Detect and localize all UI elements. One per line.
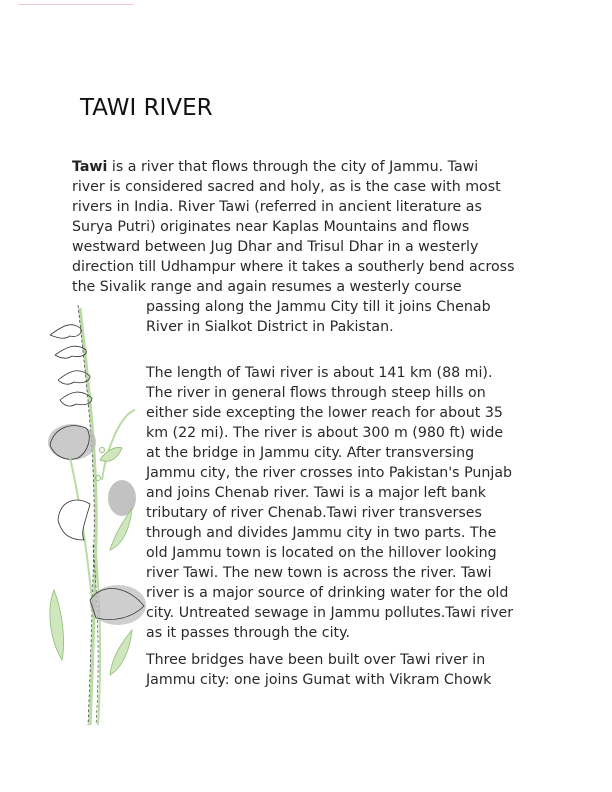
paragraph-line: rivers in India. River Tawi (referred in ancient literature as (72, 199, 482, 215)
paragraph-line: Tawi is a river that flows through the city of Jammu. Tawi (72, 159, 479, 175)
top-decorative-rule (18, 4, 133, 5)
paragraph-line: River in Sialkot District in Pakistan. (146, 319, 394, 335)
paragraph-line: tributary of river Chenab.Tawi river transverses (146, 505, 482, 521)
paragraph-line: Jammu city: one joins Gumat with Vikram Chowk (146, 672, 492, 688)
paragraph-line: river Tawi. The new town is across the river. Tawi (146, 565, 492, 581)
paragraph-line: direction till Udhampur where it takes a southerly bend across (72, 259, 515, 275)
page-title: TAWI RIVER (80, 95, 213, 121)
paragraph-line: The river in general flows through steep hills on (146, 385, 486, 401)
paragraph-bridges (146, 650, 491, 690)
paragraph-line: old Jammu town is located on the hillover looking (146, 545, 497, 561)
paragraph-line: either side excepting the lower reach for about 35 (146, 405, 503, 421)
paragraph-line: river is a major source of drinking water for the old (146, 585, 509, 601)
flower-illustration-icon (40, 300, 150, 730)
paragraph-line: westward between Jug Dhar and Trisul Dhar in a westerly (72, 239, 479, 255)
paragraph-line: river is considered sacred and holy, as is the case with most (72, 179, 501, 195)
paragraph-line: city. Untreated sewage in Jammu pollutes.Tawi river (146, 605, 514, 621)
paragraph-line: and joins Chenab river. Tawi is a major left bank (146, 485, 486, 501)
paragraph-line: at the bridge in Jammu city. After transversing (146, 445, 475, 461)
paragraph-intro (72, 157, 514, 297)
paragraph-line: the Sivalik range and again resumes a westerly course (72, 279, 462, 295)
bold-lead: Tawi (72, 159, 108, 175)
paragraph-line: Jammu city, the river crosses into Pakistan's Punjab (146, 465, 513, 481)
paragraph-line: km (22 mi). The river is about 300 m (980 ft) wide (146, 425, 504, 441)
paragraph-length (146, 363, 513, 643)
paragraph-line: through and divides Jammu city in two parts. The (146, 525, 497, 541)
paragraph-line: The length of Tawi river is about 141 km (88 mi). (146, 365, 493, 381)
paragraph-line: Surya Putri) originates near Kaplas Mountains and flows (72, 219, 470, 235)
paragraph-line: Three bridges have been built over Tawi river in (146, 652, 486, 668)
paragraph-intro-continued (146, 297, 491, 337)
paragraph-line: as it passes through the city. (146, 625, 350, 641)
paragraph-line: passing along the Jammu City till it joins Chenab (146, 299, 491, 315)
